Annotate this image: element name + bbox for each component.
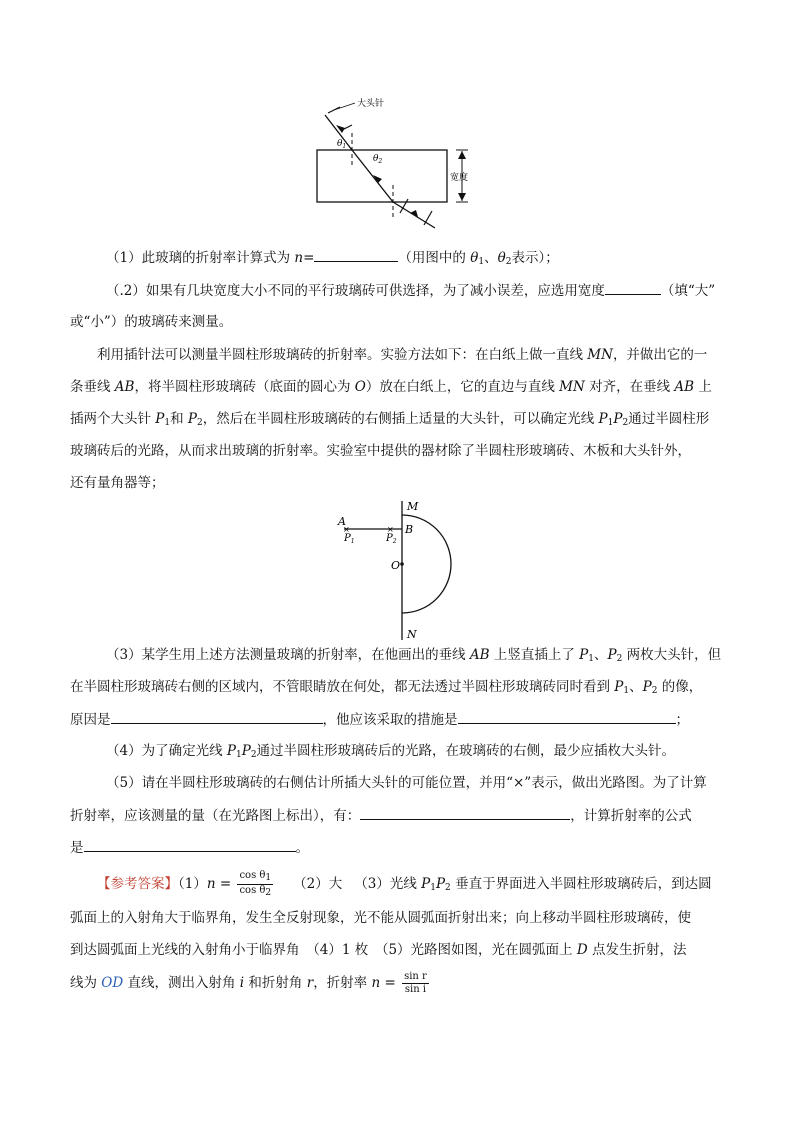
label-a: A: [338, 515, 346, 528]
answer-tag: 【参考答案】: [97, 876, 178, 892]
width-label: 宽度: [450, 173, 469, 183]
text: （3）光线: [354, 876, 422, 892]
frac-num: [237, 870, 273, 885]
var: P: [614, 679, 624, 695]
intro-line-3: [70, 409, 709, 433]
var: P: [155, 411, 165, 427]
frac-num-text: cos θ: [239, 870, 266, 881]
sub: 1: [235, 750, 242, 760]
text: ，他应该采取的措施是: [322, 712, 458, 728]
answer-line-1: [97, 870, 712, 901]
var: AB: [674, 379, 695, 395]
figure-rectangular-glass: [300, 95, 500, 235]
q1-var: n: [294, 250, 304, 266]
emergent-arrow: [410, 210, 418, 217]
question-5-line-1: [106, 773, 707, 793]
question-2-line-2: [70, 312, 232, 332]
text: ，计算折射率的公式: [570, 808, 692, 824]
text: ；: [675, 712, 689, 728]
question-4: [106, 741, 675, 765]
pin-mark: [424, 211, 432, 225]
text: =: [380, 975, 401, 991]
text: 折射率，应该测量的量（在光路图上标出），有：: [70, 808, 361, 824]
sep: 、: [593, 647, 608, 663]
answer-blank-measure[interactable]: [458, 709, 676, 724]
var: P: [613, 411, 623, 427]
question-5-line-2: [70, 805, 692, 826]
text: ，将半圆柱形玻璃砖（底面的圆心为: [134, 379, 355, 395]
text: 。: [295, 840, 309, 856]
q1-text-d: 表示）；: [511, 250, 559, 266]
text: 上竖直插上了: [489, 647, 580, 663]
text: （3）某学生用上述方法测量玻璃的折射率，在他画出的垂线: [106, 647, 470, 663]
dim-arrow-bottom: [458, 193, 466, 201]
question-5-line-3: [70, 837, 309, 858]
var: r: [306, 975, 314, 991]
label-p1: $P_1$: [344, 533, 355, 545]
var: n: [371, 975, 381, 991]
sep: 、: [484, 250, 498, 266]
frac-den: sin i: [404, 984, 427, 995]
answer-blank[interactable]: [605, 280, 661, 295]
text: （5）请在半圆柱形玻璃砖的右侧估计所插大头针的可能位置，并用“×”表示，做出光路图。为了计算: [106, 775, 707, 791]
sub: 1: [607, 418, 614, 428]
label-o: O: [391, 559, 401, 572]
text: 线为: [70, 975, 102, 991]
answer-blank-formula[interactable]: [84, 837, 296, 852]
q2-line2: 或“小”）的玻璃砖来测量。: [70, 314, 233, 330]
var: MN: [587, 347, 613, 363]
sub: 2: [651, 686, 658, 696]
text: 还有量角器等；: [70, 475, 165, 491]
text: 上: [694, 379, 712, 395]
var: n: [206, 876, 216, 892]
text: 和折射角: [244, 975, 307, 991]
sub: 2: [197, 418, 203, 428]
var: MN: [559, 379, 585, 395]
text: 玻璃砖后的光路，从而求出玻璃的折射率。实验室中提供的器材除了半圆柱形玻璃砖、木板和大头针外，: [70, 443, 691, 459]
question-3-line-3: [70, 709, 689, 730]
var: P: [642, 679, 652, 695]
text: 在半圆柱形玻璃砖右侧的区域内，不管眼睛放在何处，都无法透过半圆柱形玻璃砖同时看到: [70, 679, 615, 695]
pin-p1-mark: ×: [343, 525, 350, 534]
theta2-label: $\theta_2$: [373, 154, 383, 165]
text: 和: [170, 411, 188, 427]
sub: 2: [622, 418, 629, 428]
answer-blank-reason[interactable]: [111, 709, 323, 724]
pin-leader: [334, 103, 355, 110]
label-n: N: [407, 628, 417, 641]
q1-eq: =: [303, 250, 315, 266]
question-3-line-2: [70, 677, 702, 701]
text: 直线，测出入射角: [123, 975, 240, 991]
intro-line-2: [70, 377, 712, 397]
var: P: [607, 647, 617, 663]
question-2-line-1: [106, 280, 715, 301]
frac-den: [237, 885, 273, 899]
frac-den-text: cos θ: [239, 885, 266, 896]
fraction-cos: [237, 870, 273, 899]
label-p2: $P_2$: [386, 533, 397, 545]
var: P: [226, 743, 236, 759]
text: 插两个大头针: [70, 411, 156, 427]
sub: 2: [445, 883, 451, 893]
answer-line-3: [70, 940, 686, 960]
sub: 1: [588, 654, 594, 664]
sub: 1: [623, 686, 630, 696]
pin-label: 大头针: [357, 99, 385, 109]
text: （2）大: [293, 876, 343, 892]
theta1-label: $\theta_1$: [337, 139, 347, 150]
question-3-line-1: [106, 645, 721, 669]
text: 的像，: [657, 679, 703, 695]
theta: θ: [497, 250, 506, 266]
theta: θ: [470, 250, 479, 266]
sub: 1: [265, 873, 272, 883]
text: 到达圆弧面上光线的入射角小于临界角 （4）1 枚 （5）光路图如图，光在圆弧面上: [70, 942, 577, 958]
text: 条垂线: [70, 379, 115, 395]
sub: 2: [616, 654, 623, 664]
text: 利用插针法可以测量半圆柱形玻璃砖的折射率。实验方法如下：在白纸上做一直线: [97, 347, 588, 363]
q2-text-b: （填“大”: [660, 283, 716, 299]
intro-line-4: [70, 441, 691, 461]
pin-p2-mark: ×: [387, 525, 394, 534]
label-b: B: [405, 523, 414, 536]
var: P: [435, 876, 446, 892]
text: 两枚大头针，但: [622, 647, 722, 663]
frac-num: sin r: [404, 971, 427, 982]
q1-text: 此玻璃的折射率计算式为: [141, 250, 295, 266]
text: ，并做出它的一: [612, 347, 708, 363]
text: （4）为了确定光线: [106, 743, 227, 759]
q1-num: （1）: [106, 250, 142, 266]
intro-line-5: [70, 473, 165, 493]
var: i: [239, 975, 245, 991]
text: ）放在白纸上，它的直边与直线: [365, 379, 560, 395]
sub: 1: [430, 883, 436, 893]
sub: 2: [265, 888, 272, 898]
text: 通过半圆柱形玻璃砖后的光路，在玻璃砖的右侧，最少应插枚大头针。: [256, 743, 676, 759]
text: 通过半圆柱形: [628, 411, 710, 427]
fraction-sin: [402, 971, 429, 996]
var: AB: [469, 647, 490, 663]
answer-blank-quantities[interactable]: [360, 805, 570, 820]
var: AB: [114, 379, 135, 395]
text: ，然后在半圆柱形玻璃砖的右侧插上适量的大头针，可以确定光线: [202, 411, 599, 427]
question-1: [106, 247, 559, 272]
intro-line-1: [97, 345, 707, 365]
text: 垂直于界面进入半圆柱形玻璃砖后，到达圆: [450, 876, 712, 892]
figure-semicircle-glass: [330, 495, 470, 645]
text: 弧面上的入射角大于临界角，发生全反射现象，光不能从圆弧面折射出来；向上移动半圆柱形玻璃砖，使: [70, 910, 691, 926]
sep: 、: [629, 679, 643, 695]
center-o: [400, 562, 404, 566]
sub: 1: [164, 418, 171, 428]
text: 点发生折射，法: [587, 942, 687, 958]
sub: 1: [478, 257, 485, 267]
var: O: [354, 379, 366, 395]
text: =: [215, 876, 236, 892]
text: 原因是: [70, 712, 111, 728]
sub: 2: [250, 750, 257, 760]
q1-text-c: （用图中的: [398, 250, 471, 266]
answer-line-2: [70, 908, 691, 928]
answer-line-4: [70, 970, 431, 996]
answer-blank[interactable]: [314, 247, 398, 262]
var: D: [576, 942, 588, 958]
var: P: [187, 411, 198, 427]
text: 是: [70, 840, 84, 856]
var: P: [241, 743, 251, 759]
text: ，折射率: [313, 975, 372, 991]
q2-text: （.2）如果有几块宽度大小不同的平行玻璃砖可供选择，为了减小误差，应选用宽度: [106, 283, 605, 299]
text: 对齐，在垂线: [584, 379, 675, 395]
var-od: OD: [101, 975, 124, 991]
sub: 2: [505, 257, 512, 267]
text: （1）: [178, 876, 207, 892]
var: P: [598, 411, 608, 427]
label-m: M: [407, 500, 419, 513]
var: P: [579, 647, 589, 663]
var: P: [421, 876, 431, 892]
dim-arrow-top: [458, 151, 466, 159]
